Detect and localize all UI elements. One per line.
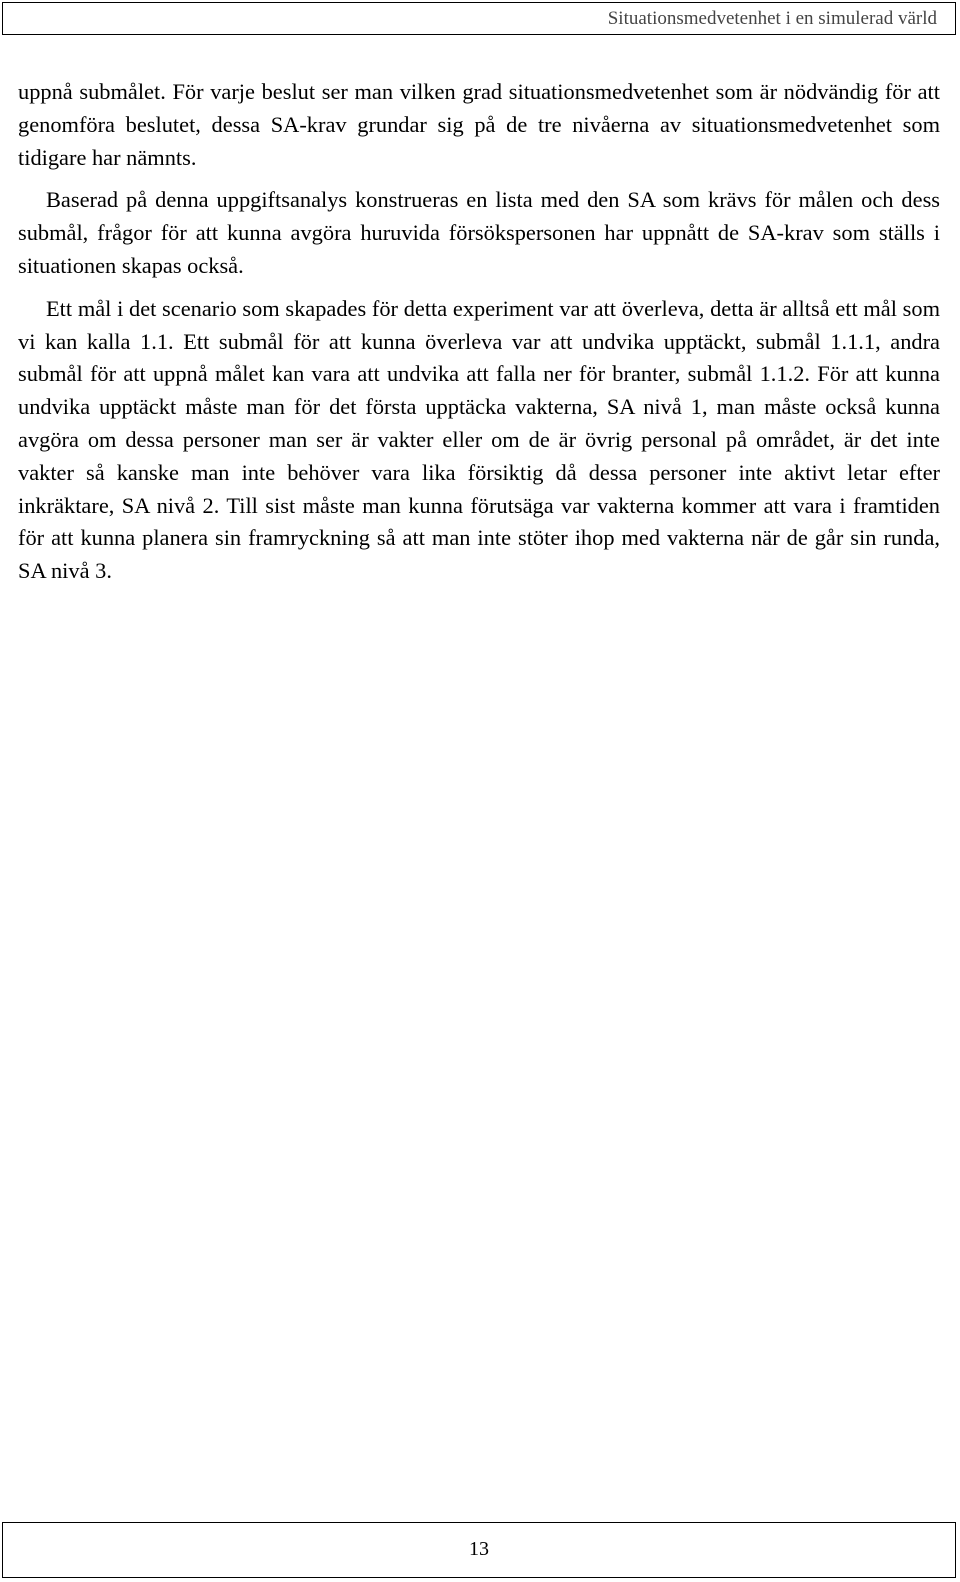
header-title: Situationsmedvetenhet i en simulerad värld xyxy=(607,8,937,29)
page-number: 13 xyxy=(469,1538,489,1560)
running-header xyxy=(2,2,956,35)
paragraph-scenario-goal: Ett mål i det scenario som skapades för detta experiment var att överleva, detta är alltså ett mål som vi kan kalla 1.1. Ett submål för att kunna överleva var att undvika upptäckt, submål 1.1.1, andra submål för att uppnå målet kan vara att undvika att falla ner för branter, submål 1.1.2. För att kunna undvika upptäckt måste man för det första upptäcka vakterna, SA nivå 1, man måste också kunna avgöra om dessa personer man ser är vakter eller om de är övrig personal på området, är det inte vakter så kanske man inte behöver vara lika försiktig då dessa personer inte aktivt letar efter inkräktare, SA nivå 2. Till sist måste man kunna förutsäga var vakterna kommer att vara i framtiden för att kunna planera sin framryckning så att man inte stöter ihop med vakterna när de går sin runda, SA nivå 3. xyxy=(18,295,940,584)
page-footer xyxy=(2,1522,956,1578)
paragraph-continuation: uppnå submålet. För varje beslut ser man vilken grad situationsmedvetenhet som är nödvändig för att genomföra beslutet, dessa SA-krav grundar sig på de tre nivåerna av situationsmedvetenhet som tidigare har nämnts. xyxy=(18,79,940,170)
paragraph-task-analysis: Baserad på denna uppgiftsanalys konstrueras en lista med den SA som krävs för målen och dess submål, frågor för att kunna avgöra huruvida försökspersonen har uppnått de SA-krav som ställs i situationen skapas också. xyxy=(18,187,940,278)
body-text xyxy=(18,76,940,598)
